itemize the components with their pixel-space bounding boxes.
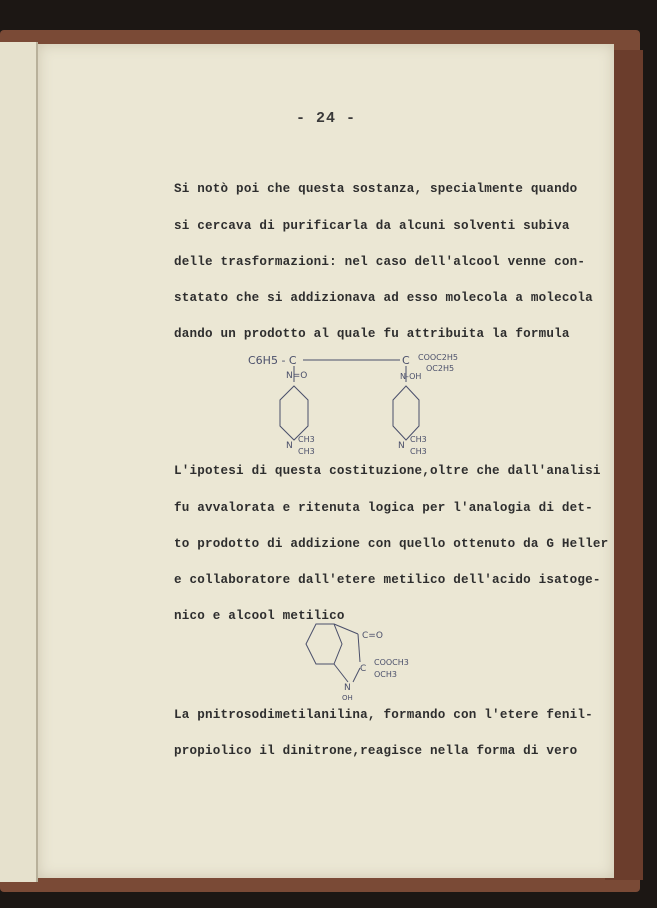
formula-text: C6H5 - C (248, 354, 297, 367)
left-page-edge (0, 42, 38, 882)
formula-text: OCH3 (374, 670, 397, 679)
text-line: si cercava di purificarla da alcuni solventi subiva (174, 219, 570, 233)
chemical-formula-1 (248, 348, 528, 458)
formula-text: OH (342, 694, 353, 702)
text-line: delle trasformazioni: nel caso dell'alcool venne con- (174, 255, 586, 269)
formula-text: COOCH3 (374, 658, 409, 667)
formula-text: N-OH (400, 372, 422, 381)
text-line: La pnitrosodimetilanilina, formando con l'etere fenil- (174, 708, 593, 722)
document-page (38, 44, 614, 878)
text-line: fu avvalorata e ritenuta logica per l'analogia di det- (174, 501, 593, 515)
formula-text: OC2H5 (426, 364, 455, 373)
text-line: Si notò poi che questa sostanza, specialmente quando (174, 182, 578, 196)
text-line: propiolico il dinitrone,reagisce nella forma di vero (174, 744, 578, 758)
text-line: statato che si addizionava ad esso molecola a molecola (174, 291, 593, 305)
text-line: to prodotto di addizione con quello ottenuto da G Heller (174, 537, 609, 551)
formula-text: N (398, 441, 405, 451)
chemical-formula-2 (298, 618, 448, 702)
formula-text: CH3 (410, 435, 427, 444)
formula-text: N (286, 441, 293, 451)
formula-text: N (344, 683, 351, 693)
formula-text: CH3 (410, 447, 427, 456)
formula-text: COOC2H5 (418, 353, 458, 362)
formula-text: C (402, 354, 410, 367)
formula-text: N=O (286, 371, 308, 381)
formula-text: CH3 (298, 447, 315, 456)
formula-text: C (360, 664, 367, 674)
text-line: e collaboratore dall'etere metilico dell'acido isatoge- (174, 573, 601, 587)
formula-text: CH3 (298, 435, 315, 444)
formula-text: C=O (362, 631, 383, 641)
text-line: L'ipotesi di questa costituzione,oltre che dall'analisi (174, 464, 601, 478)
text-line: nico e alcool metilico (174, 609, 345, 623)
page-number: - 24 - (295, 110, 356, 127)
text-line: dando un prodotto al quale fu attribuita la formula (174, 327, 570, 341)
